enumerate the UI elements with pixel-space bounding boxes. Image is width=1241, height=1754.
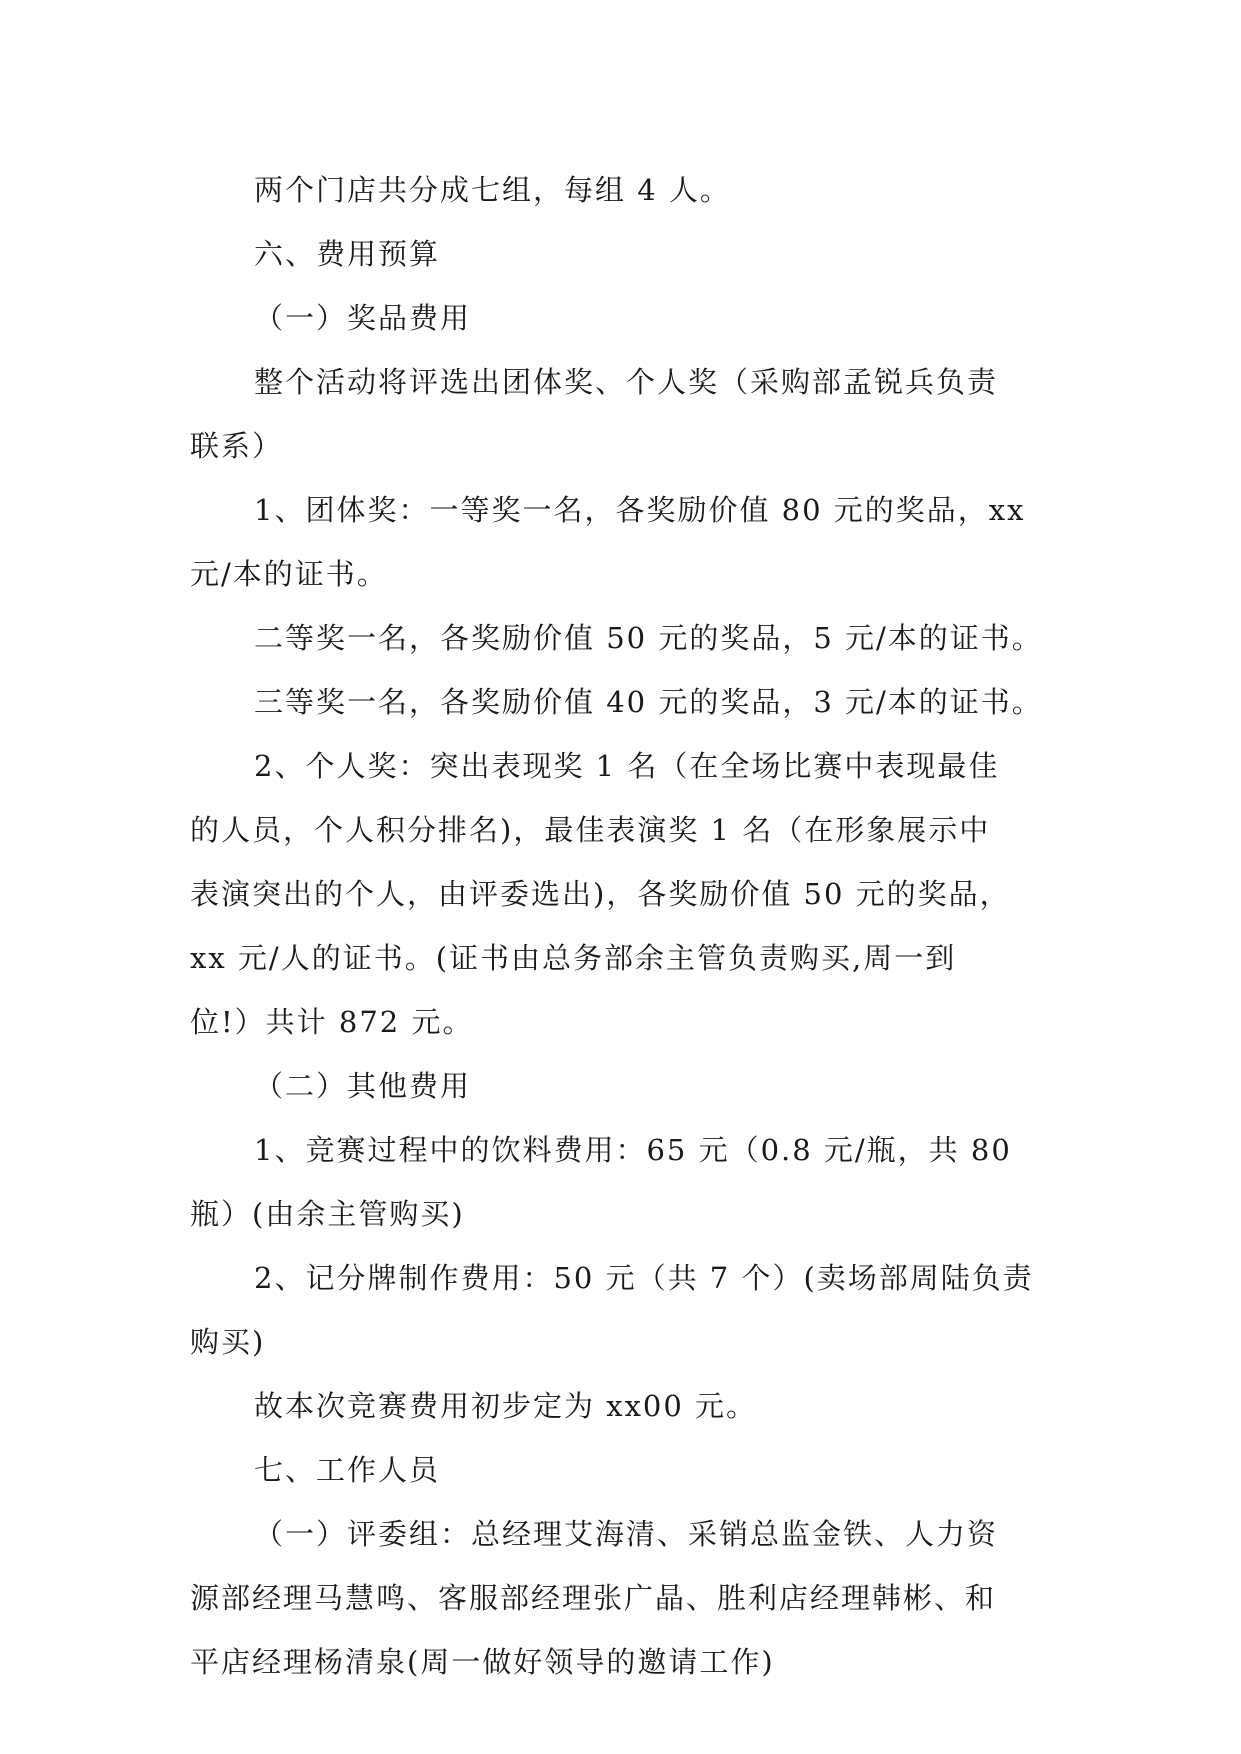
paragraph-line: 源部经理马慧鸣、客服部经理张广晶、胜利店经理韩彬、和: [190, 1581, 997, 1615]
paragraph-line: 二等奖一名，各奖励价值 50 元的奖品，5 元/本的证书。: [254, 621, 1043, 655]
paragraph-line: 的人员，个人积分排名)，最佳表演奖 1 名（在形象展示中: [190, 813, 991, 847]
paragraph-line: 故本次竞赛费用初步定为 xx00 元。: [254, 1389, 758, 1423]
subsection-heading: （二）其他费用: [254, 1069, 472, 1103]
subsection-heading: （一）奖品费用: [254, 301, 472, 335]
paragraph-line: 瓶）(由余主管购买): [190, 1197, 465, 1231]
paragraph-line: 位!）共计 872 元。: [190, 1005, 474, 1039]
paragraph-line: 平店经理杨清泉(周一做好领导的邀请工作): [190, 1645, 775, 1679]
paragraph-line: 1、团体奖：一等奖一名，各奖励价值 80 元的奖品，xx: [254, 493, 1026, 527]
paragraph-line: 联系）: [190, 429, 284, 463]
paragraph-line: xx 元/人的证书。(证书由总务部余主管负责购买,周一到: [190, 941, 957, 975]
paragraph-line: 1、竞赛过程中的饮料费用：65 元（0.8 元/瓶，共 80: [254, 1133, 1012, 1167]
paragraph-line: 元/本的证书。: [190, 557, 388, 591]
section-heading: 七、工作人员: [254, 1453, 441, 1487]
paragraph-line: 购买): [190, 1325, 266, 1359]
paragraph-line: 表演突出的个人，由评委选出)，各奖励价值 50 元的奖品，: [190, 877, 1011, 911]
paragraph-line: （一）评委组：总经理艾海清、采销总监金铁、人力资: [254, 1517, 999, 1551]
paragraph-line: 2、记分牌制作费用：50 元（共 7 个）(卖场部周陆负责: [254, 1261, 1034, 1295]
paragraph-line: 2、个人奖：突出表现奖 1 名（在全场比赛中表现最佳: [254, 749, 1000, 783]
section-heading: 六、费用预算: [254, 237, 441, 271]
paragraph-line: 三等奖一名，各奖励价值 40 元的奖品，3 元/本的证书。: [254, 685, 1043, 719]
paragraph-line: 两个门店共分成七组，每组 4 人。: [254, 173, 731, 207]
paragraph-line: 整个活动将评选出团体奖、个人奖（采购部孟锐兵负责: [254, 365, 999, 399]
document-body: [190, 158, 1080, 1694]
